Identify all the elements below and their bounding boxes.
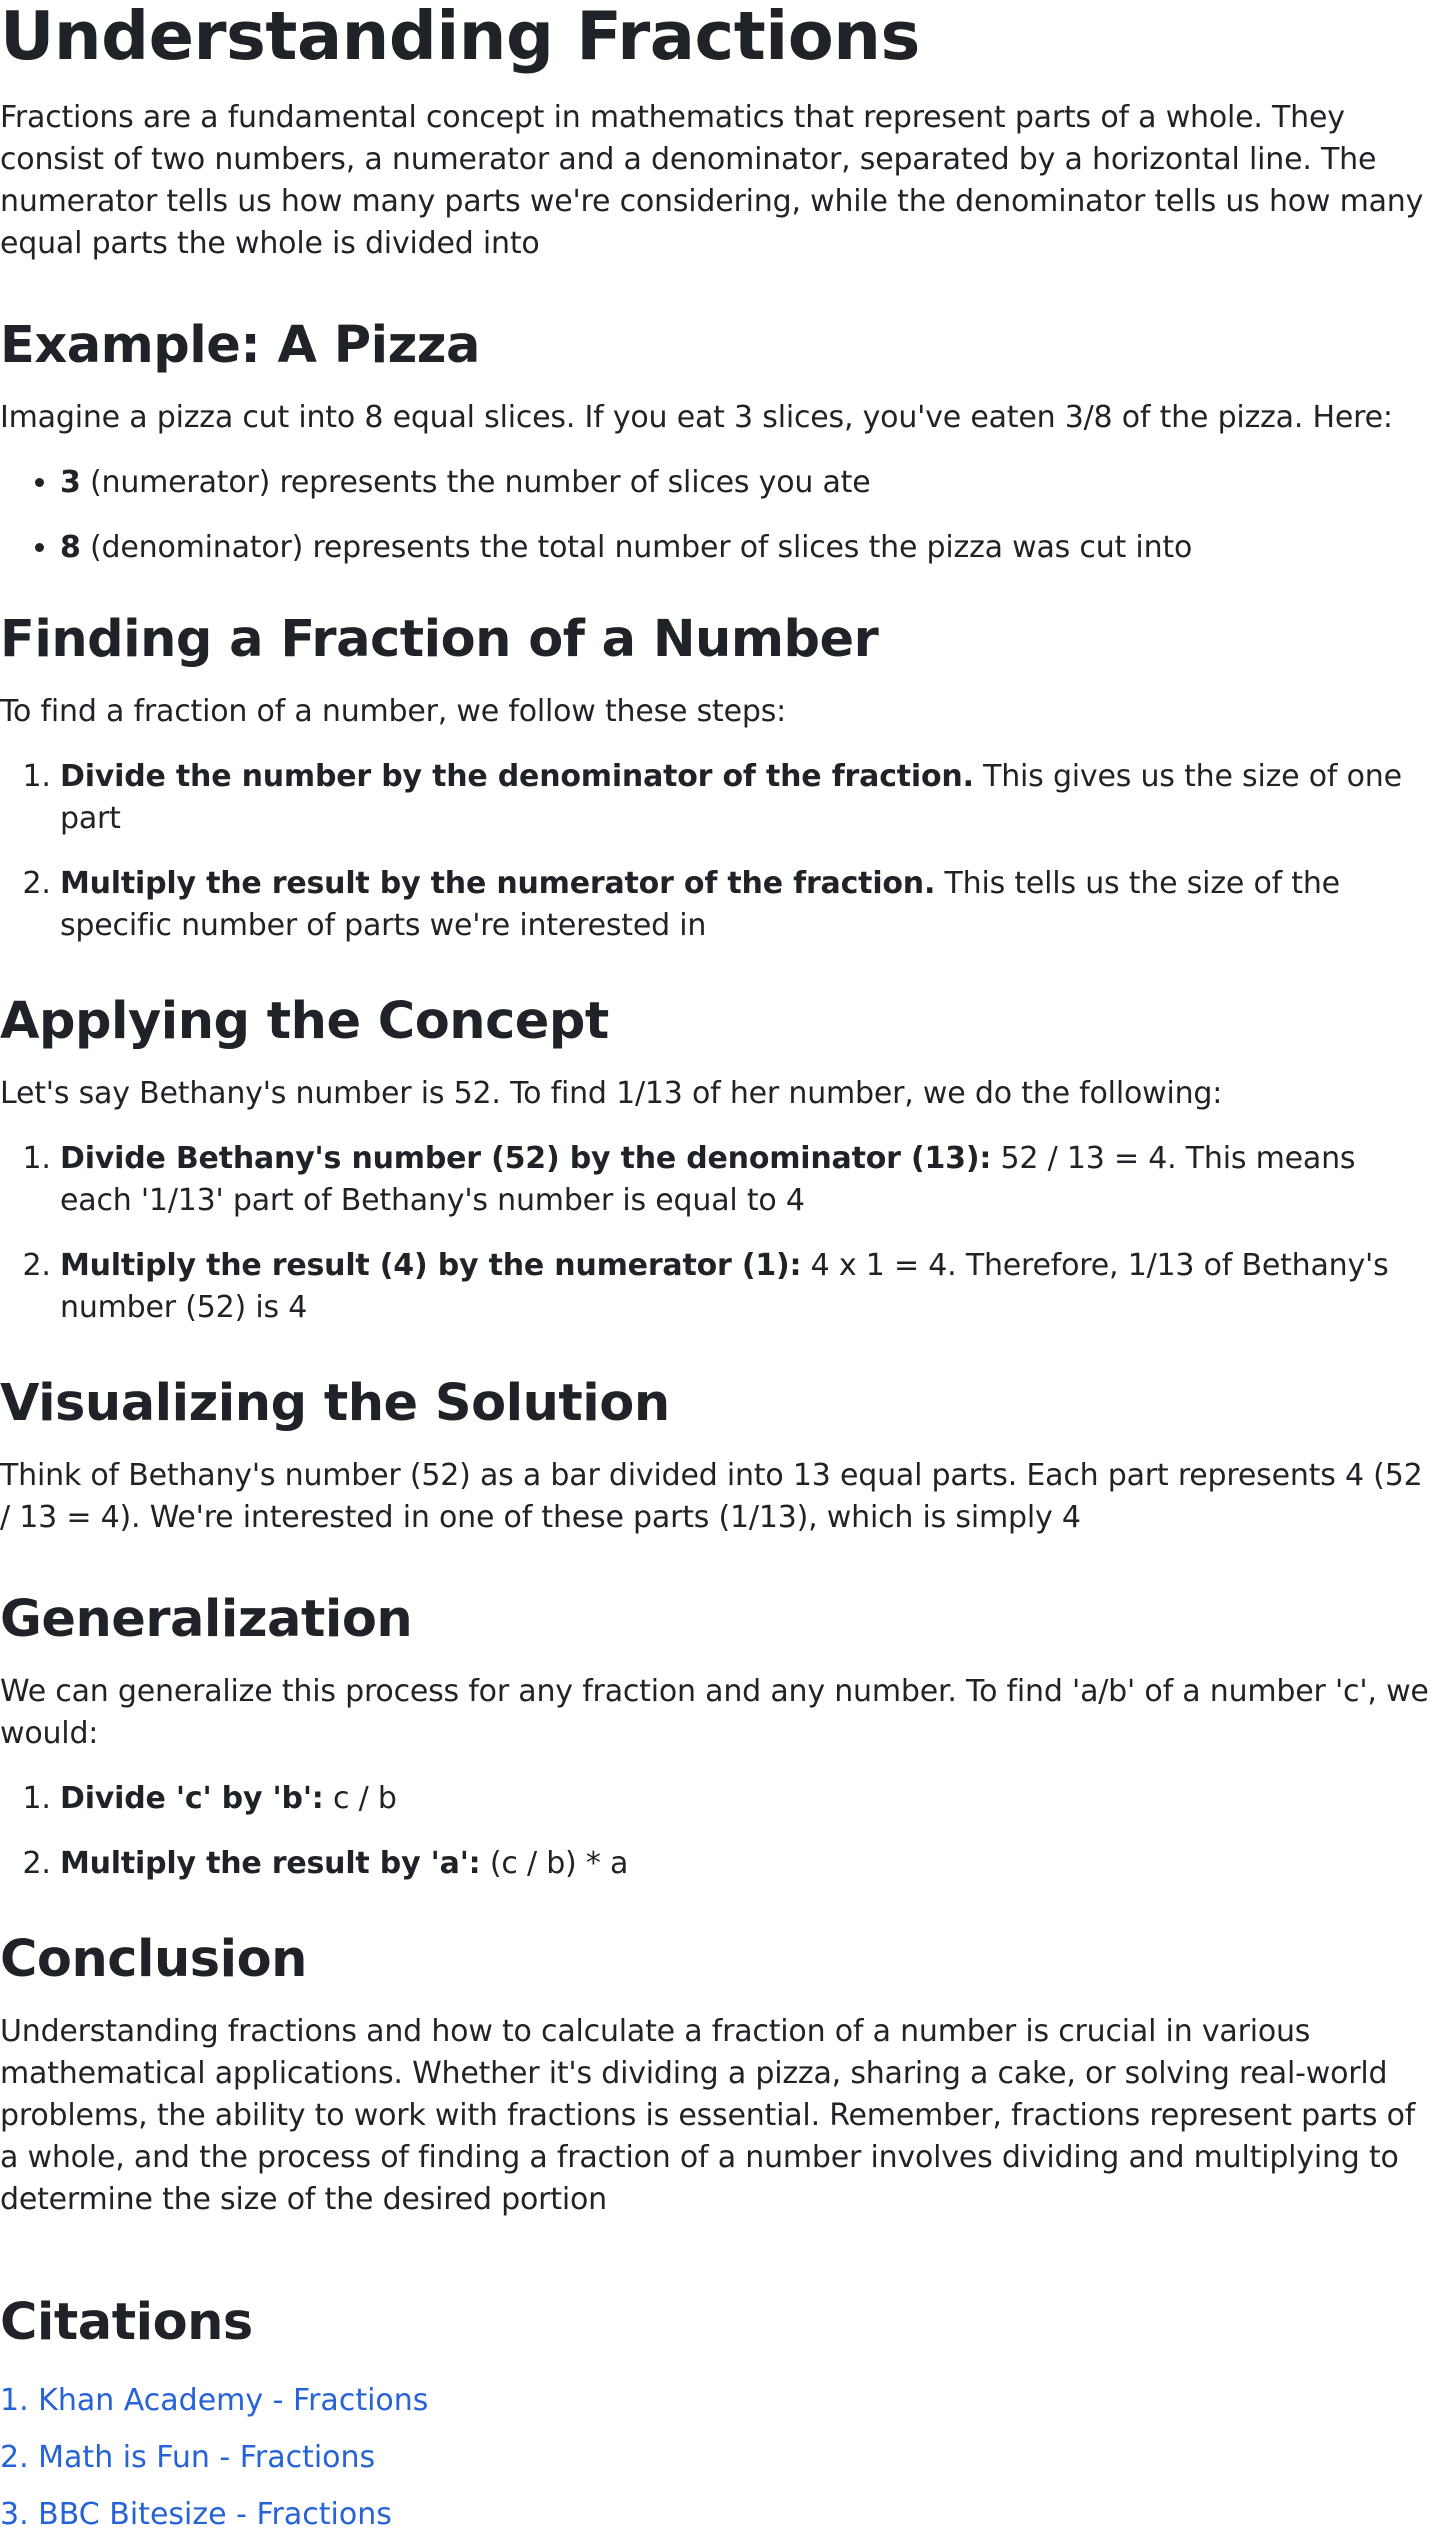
finding-steps-list bbox=[0, 756, 1430, 947]
apply-steps-list bbox=[0, 1138, 1430, 1329]
list-item: • 8 (denominator) represents the total number of slices the pizza was cut into bbox=[60, 527, 1430, 569]
section-heading-conclusion: Conclusion bbox=[0, 1930, 307, 1989]
pizza-list bbox=[0, 462, 1430, 569]
intro-paragraph: Fractions are a fundamental concept in mathematics that represent parts of a whole. They consist of two numbers, a numerator and a denominator, separated by a horizontal line. The numerator tells us how many parts we're considering, while the denominator tells us how many equal parts the whole is divided into bbox=[0, 100, 1424, 261]
section-heading-visual: Visualizing the Solution bbox=[0, 1374, 670, 1433]
list-item: 2. Multiply the result (4) by the numerator (1): 4 x 1 = 4. Therefore, 1/13 of Bethany's number (52) is 4 bbox=[60, 1245, 1430, 1329]
list-item: • 3 (numerator) represents the number of slices you ate bbox=[60, 462, 1430, 504]
list-item: 1. Divide Bethany's number (52) by the denominator (13): 52 / 13 = 4. This means each '1/13' part of Bethany's number is equal to 4 bbox=[60, 1138, 1430, 1222]
finding-paragraph: To find a fraction of a number, we follow these steps: bbox=[0, 694, 787, 729]
citations-list bbox=[0, 2380, 1430, 2536]
section-heading-general: Generalization bbox=[0, 1590, 413, 1649]
citation-link-bbc-bitesize[interactable]: 3. BBC Bitesize - Fractions bbox=[0, 2497, 392, 2532]
section-heading-apply: Applying the Concept bbox=[0, 992, 609, 1051]
visual-paragraph: Think of Bethany's number (52) as a bar divided into 13 equal parts. Each part represents 4 (52 / 13 = 4). We're interested in one of these parts (1/13), which is simply 4 bbox=[0, 1458, 1423, 1535]
section-heading-citations: Citations bbox=[0, 2293, 253, 2352]
page-title: Understanding Fractions bbox=[0, 0, 920, 75]
general-steps-list bbox=[0, 1778, 1430, 1885]
list-item: 2. Multiply the result by 'a': (c / b) * a bbox=[60, 1843, 1430, 1885]
section-heading-pizza: Example: A Pizza bbox=[0, 316, 480, 375]
section-heading-finding: Finding a Fraction of a Number bbox=[0, 610, 879, 669]
citation-link-khan-academy[interactable]: 1. Khan Academy - Fractions bbox=[0, 2383, 429, 2418]
apply-paragraph: Let's say Bethany's number is 52. To find 1/13 of her number, we do the following: bbox=[0, 1076, 1223, 1111]
pizza-paragraph: Imagine a pizza cut into 8 equal slices. If you eat 3 slices, you've eaten 3/8 of the pizza. Here: bbox=[0, 400, 1393, 435]
list-item: 1. Divide 'c' by 'b': c / b bbox=[60, 1778, 1430, 1820]
conclusion-paragraph: Understanding fractions and how to calculate a fraction of a number is crucial in various mathematical applications. Whether it's dividing a pizza, sharing a cake, or solving real-world problems, the ability to work with fractions is essential. Remember, fractions represent parts of a whole, and the process of finding a fraction of a number involves dividing and multiplying to determine the size of the desired portion bbox=[0, 2014, 1416, 2217]
citation-link-math-is-fun[interactable]: 2. Math is Fun - Fractions bbox=[0, 2440, 376, 2475]
list-item: 2. Multiply the result by the numerator of the fraction. This tells us the size of the specific number of parts we're interested in bbox=[60, 863, 1430, 947]
list-item: 1. Divide the number by the denominator of the fraction. This gives us the size of one part bbox=[60, 756, 1430, 840]
general-paragraph: We can generalize this process for any fraction and any number. To find 'a/b' of a number 'c', we would: bbox=[0, 1674, 1429, 1751]
